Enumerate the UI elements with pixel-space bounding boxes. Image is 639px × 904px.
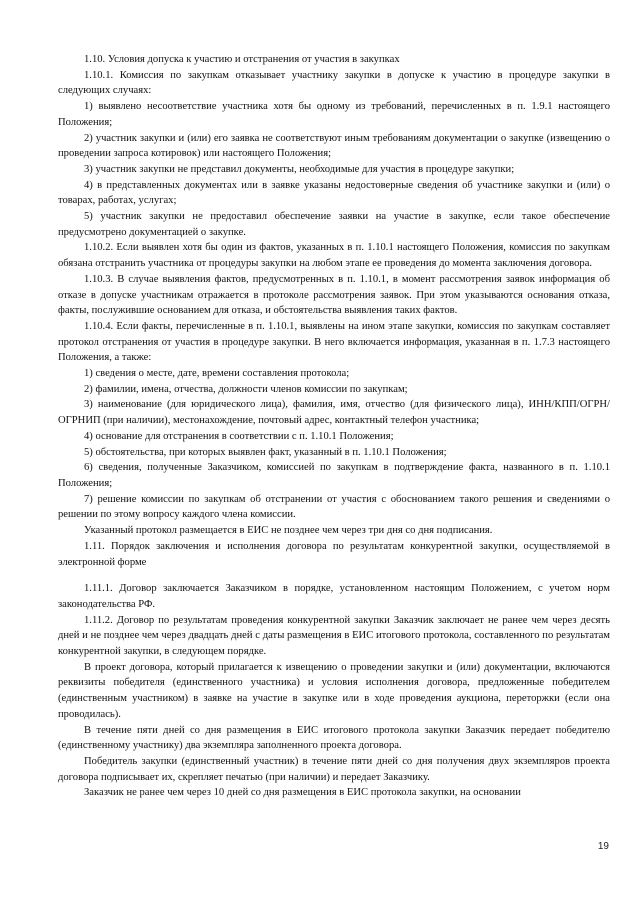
list-item: 4) в представленных документах или в заявке указаны недостоверные сведения об участнике закупки и (или) о товарах, работах, услугах; <box>58 179 610 207</box>
document-body <box>58 52 610 801</box>
paragraph-1-10-2: 1.10.2. Если выявлен хотя бы один из фактов, указанных в п. 1.10.1 настоящего Положения, комиссия по закупкам обязана отстранить участника от процедуры закупки на любом этапе ее проведения до момента заключения договора. <box>58 242 610 270</box>
list-item: 2) фамилии, имена, отчества, должности членов комиссии по закупкам; <box>84 383 408 395</box>
list-item: 3) наименование (для юридического лица), фамилия, имя, отчество (для физического лица), ИНН/КПП/ОГРН/ОГРНИП (при наличии), местонахождение, почтовый адрес, контактный телефон участника; <box>58 399 610 427</box>
paragraph: Заказчик не ранее чем через 10 дней со дня размещения в ЕИС протокола закупки, на основании <box>84 787 521 799</box>
paragraph-1-11-1: 1.11.1. Договор заключается Заказчиком в порядке, установленном настоящим Положением, с учетом норм законодательства РФ. <box>58 583 610 610</box>
paragraph: Указанный протокол размещается в ЕИС не позднее чем через три дня со дня подписания. <box>84 525 493 537</box>
list-item: 2) участник закупки и (или) его заявка не соответствуют иным требованиям документации о закупке (извещению о проведении запроса котировок) или настоящего Положения; <box>58 132 610 160</box>
paragraph: В проект договора, который прилагается к извещению о проведении закупки и (или) документации, включаются реквизиты победителя (единственного участника) и условия исполнения договора, предложенные победителем (единственным участником) в заявке на участие в закупке или в ходе проведения аукциона, переторжки (если она проводилась). <box>58 661 610 720</box>
list-item: 7) решение комиссии по закупкам об отстранении от участия с обоснованием такого решения и сведениями о решении по этому вопросу каждого члена комиссии. <box>58 493 610 521</box>
paragraph-1-10-1: 1.10.1. Комиссия по закупкам отказывает участнику закупки в допуске к участию в процедуре закупки в следующих случаях: <box>58 69 610 97</box>
section-heading-1-10: 1.10. Условия допуска к участию и отстранения от участия в закупках <box>84 54 400 65</box>
paragraph-1-11-2: 1.11.2. Договор по результатам проведения конкурентной закупки Заказчик заключает не ранее чем через десять дней и не позднее чем через двадцать дней с даты размещения в ЕИС итогового протокола, составленного по результатам конкурентной закупки, в следующем порядке. <box>58 614 610 658</box>
list-item: 1) сведения о месте, дате, времени составления протокола; <box>84 368 350 380</box>
paragraph: В течение пяти дней со дня размещения в ЕИС итогового протокола закупки Заказчик передает победителю (единственному участнику) два экземпляра заполненного проекта договора. <box>58 724 610 752</box>
list-item: 5) обстоятельства, при которых выявлен факт, указанный в п. 1.10.1 Положения; <box>84 446 447 458</box>
list-item: 6) сведения, полученные Заказчиком, комиссией по закупкам в подтверждение факта, названного в п. 1.10.1 Положения; <box>58 462 610 489</box>
list-item: 3) участник закупки не представил документы, необходимые для участия в процедуре закупки; <box>84 163 515 175</box>
list-item: 1) выявлено несоответствие участника хотя бы одному из требований, перечисленных в п. 1.9.1 настоящего Положения; <box>58 101 610 128</box>
list-item: 4) основание для отстранения в соответствии с п. 1.10.1 Положения; <box>84 430 394 442</box>
list-item: 5) участник закупки не предоставил обеспечение заявки на участие в закупке, если такое обеспечение предусмотрено документацией о закупке. <box>58 211 610 238</box>
page-number: 19 <box>597 841 609 852</box>
paragraph-1-10-3: 1.10.3. В случае выявления фактов, предусмотренных в п. 1.10.1, в момент рассмотрения заявок информация об отказе в допуске участникам отражается в протоколе рассмотрения заявок. При этом указываются основания отказа, факты, послужившие основанием для отказа, и обстоятельства выявления таких фактов. <box>58 273 610 317</box>
paragraph-1-10-4: 1.10.4. Если факты, перечисленные в п. 1.10.1, выявлены на ином этапе закупки, комиссия по закупкам составляет протокол отстранения от участия в процедуре закупки. В него включается информация, указанная в п. 1.7.3 настоящего Положения, а также: <box>58 320 610 364</box>
paragraph: Победитель закупки (единственный участник) в течение пяти дней со дня получения двух экземпляров проекта договора подписывает их, скрепляет печатью (при наличии) и передает Заказчику. <box>58 755 610 783</box>
section-heading-1-11: 1.11. Порядок заключения и исполнения договора по результатам конкурентной закупки, осуществляемой в электронной форме <box>58 540 610 568</box>
